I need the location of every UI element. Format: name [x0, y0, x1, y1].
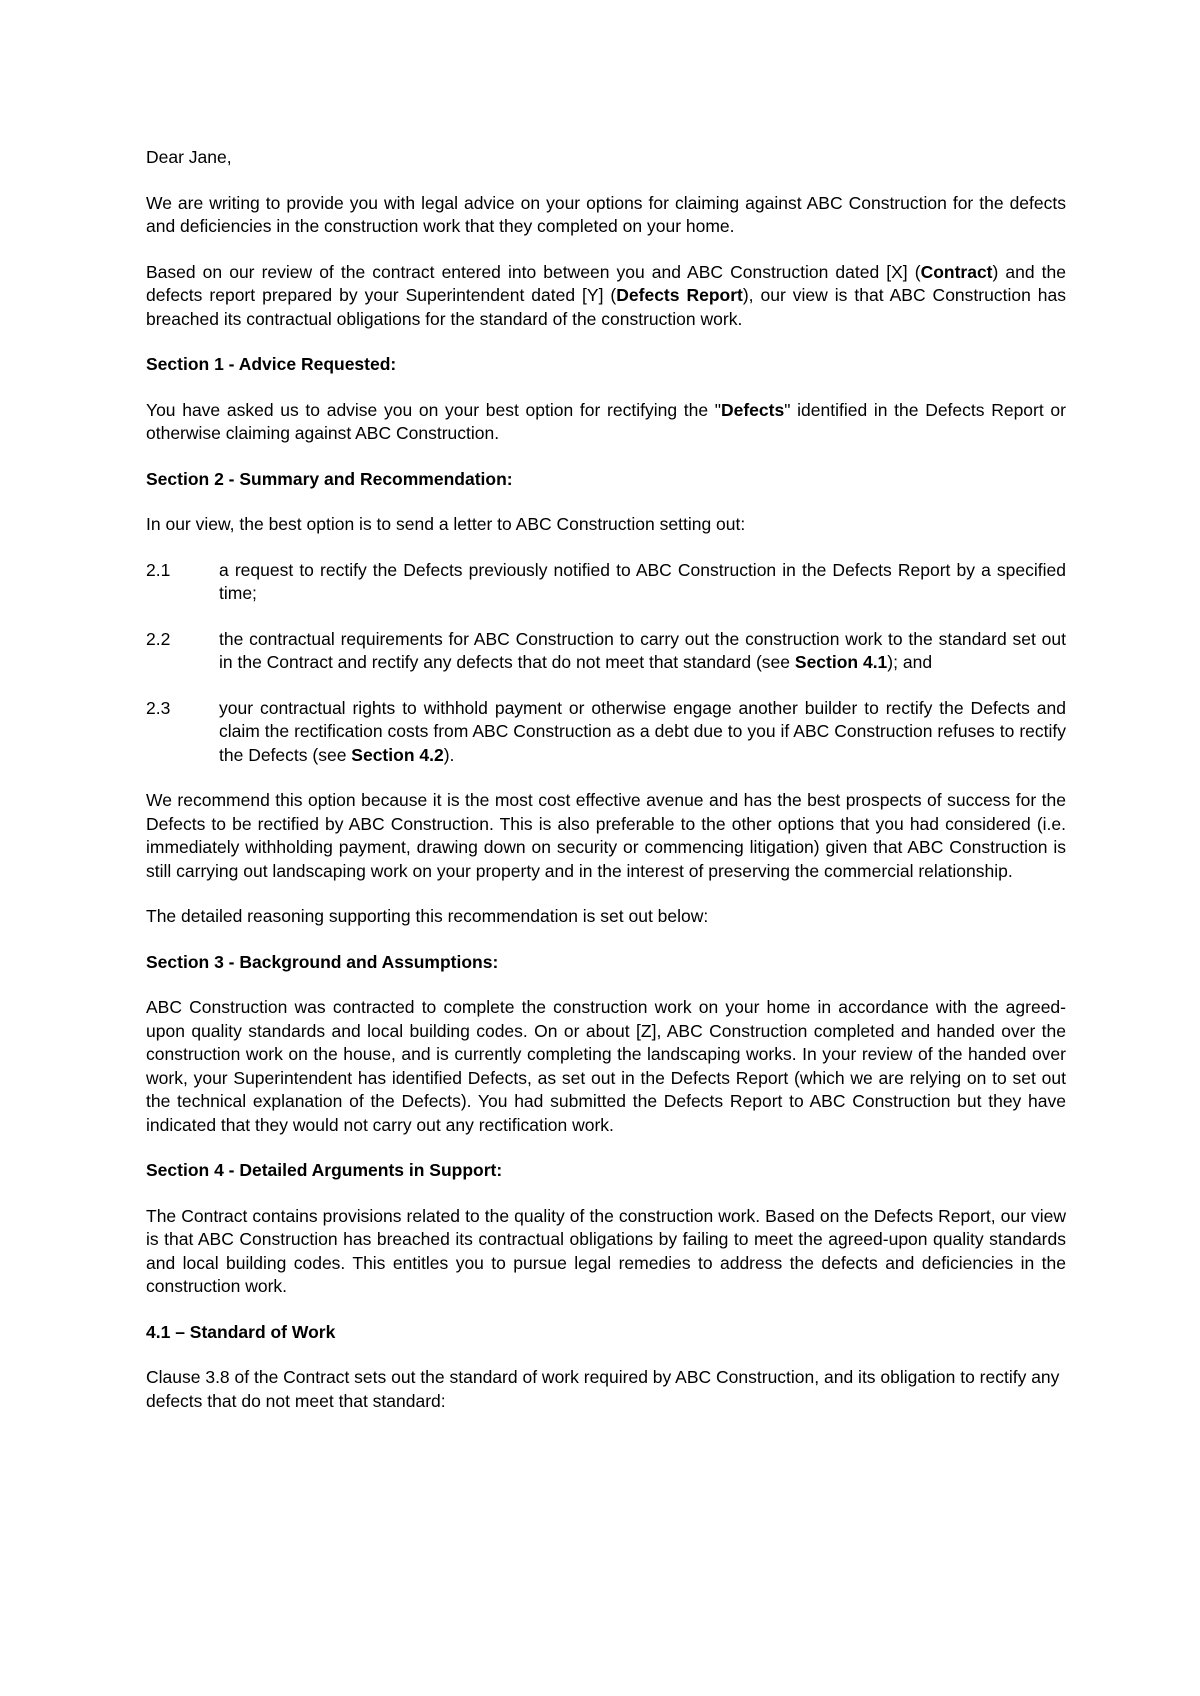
item-text-b: ); and	[887, 652, 933, 672]
section-2-heading: Section 2 - Summary and Recommendation:	[146, 468, 513, 489]
subsection-4-1-paragraph: Clause 3.8 of the Contract sets out the standard of work required by ABC Construction, and its obligation to rectify any defects that do not meet that standard:	[146, 1367, 1060, 1411]
section-1-text-2: " identified in the Defects Report or otherwise claiming against ABC Construction.	[146, 399, 1066, 443]
section-1-heading: Section 1 - Advice Requested:	[146, 354, 397, 374]
item-text-a: the contractual requirements for ABC Construction to carry out the construction work to the standard set out in the Contract and rectify any defects that do not meet that standard (see	[219, 628, 1066, 672]
section-3-heading: Section 3 - Background and Assumptions:	[146, 951, 499, 972]
letter-body	[146, 146, 1066, 1435]
item-number: 2.2	[146, 628, 171, 649]
section-2-lead: In our view, the best option is to send a letter to ABC Construction setting out:	[146, 514, 746, 534]
subsection-4-1-heading: 4.1 – Standard of Work	[146, 1321, 336, 1342]
list-item-2-2	[146, 628, 1066, 675]
section-reference: Section 4.1	[794, 652, 888, 672]
basis-text-3: ), our view is that ABC Construction has breached its contractual obligations for the standard of the construction work.	[146, 285, 1066, 329]
item-text-b: ).	[443, 744, 455, 765]
basis-text-2: ) and the defects report prepared by your Superintendent dated [Y] (	[146, 261, 1066, 305]
item-number: 2.3	[146, 697, 171, 718]
defects-defined-term: Defects	[720, 399, 785, 420]
item-text	[219, 628, 1066, 675]
item-text-a: a request to rectify the Defects previously notified to ABC Construction in the Defects Report by a specified time;	[219, 559, 1066, 603]
item-text	[219, 697, 1066, 768]
section-4-heading: Section 4 - Detailed Arguments in Support:	[146, 1160, 503, 1180]
defects-report-defined-term: Defects Report	[616, 285, 743, 305]
section-1-paragraph	[146, 399, 1066, 446]
recommendation-paragraph: We recommend this option because it is the most cost effective avenue and has the best prospects of success for the Defects to be rectified by ABC Construction. This is also preferable to the other options that you had considered (i.e. immediately withholding payment, drawing down on security or commencing litigation) given that ABC Construction is still carrying out landscaping work on your property and in the interest of preserving the commercial relationship.	[146, 790, 1066, 881]
section-1-text-1: You have asked us to advise you on your best option for rectifying the "	[146, 399, 721, 420]
intro-paragraph: We are writing to provide you with legal advice on your options for claiming against ABC Construction for the defects and deficiencies in the construction work that they completed on your home.	[146, 192, 1066, 236]
basis-paragraph	[146, 261, 1066, 332]
reasoning-paragraph: The detailed reasoning supporting this recommendation is set out below:	[146, 906, 709, 926]
item-number: 2.1	[146, 559, 171, 580]
basis-text-1: Based on our review of the contract entered into between you and ABC Construction dated [X] (	[146, 261, 921, 282]
section-4-paragraph: The Contract contains provisions related to the quality of the construction work. Based on the Defects Report, our view is that ABC Construction has breached its contractual obligations by failing to meet the agreed-upon quality standards and local building codes. This entitles you to pursue legal remedies to address the defects and deficiencies in the construction work.	[146, 1205, 1066, 1296]
item-text	[219, 559, 1066, 606]
contract-defined-term: Contract	[920, 261, 993, 282]
item-text-a: your contractual rights to withhold payment or otherwise engage another builder to rectify the Defects and claim the rectification costs from ABC Construction as a debt due to you if ABC Construction refuses to rectify the Defects (see	[219, 697, 1066, 765]
list-item-2-1	[146, 559, 1066, 606]
section-reference: Section 4.2	[351, 744, 444, 765]
section-3-paragraph: ABC Construction was contracted to complete the construction work on your home in accordance with the agreed-upon quality standards and local building codes. On or about [Z], ABC Construction completed and handed over the construction work on the house, and is currently completing the landscaping works. In your review of the handed over work, your Superintendent has identified Defects, as set out in the Defects Report (which we are relying on to set out the technical explanation of the Defects). You had submitted the Defects Report to ABC Construction but they have indicated that they would not carry out any rectification work.	[146, 997, 1066, 1135]
list-item-2-3	[146, 697, 1066, 768]
salutation: Dear Jane,	[146, 147, 232, 167]
